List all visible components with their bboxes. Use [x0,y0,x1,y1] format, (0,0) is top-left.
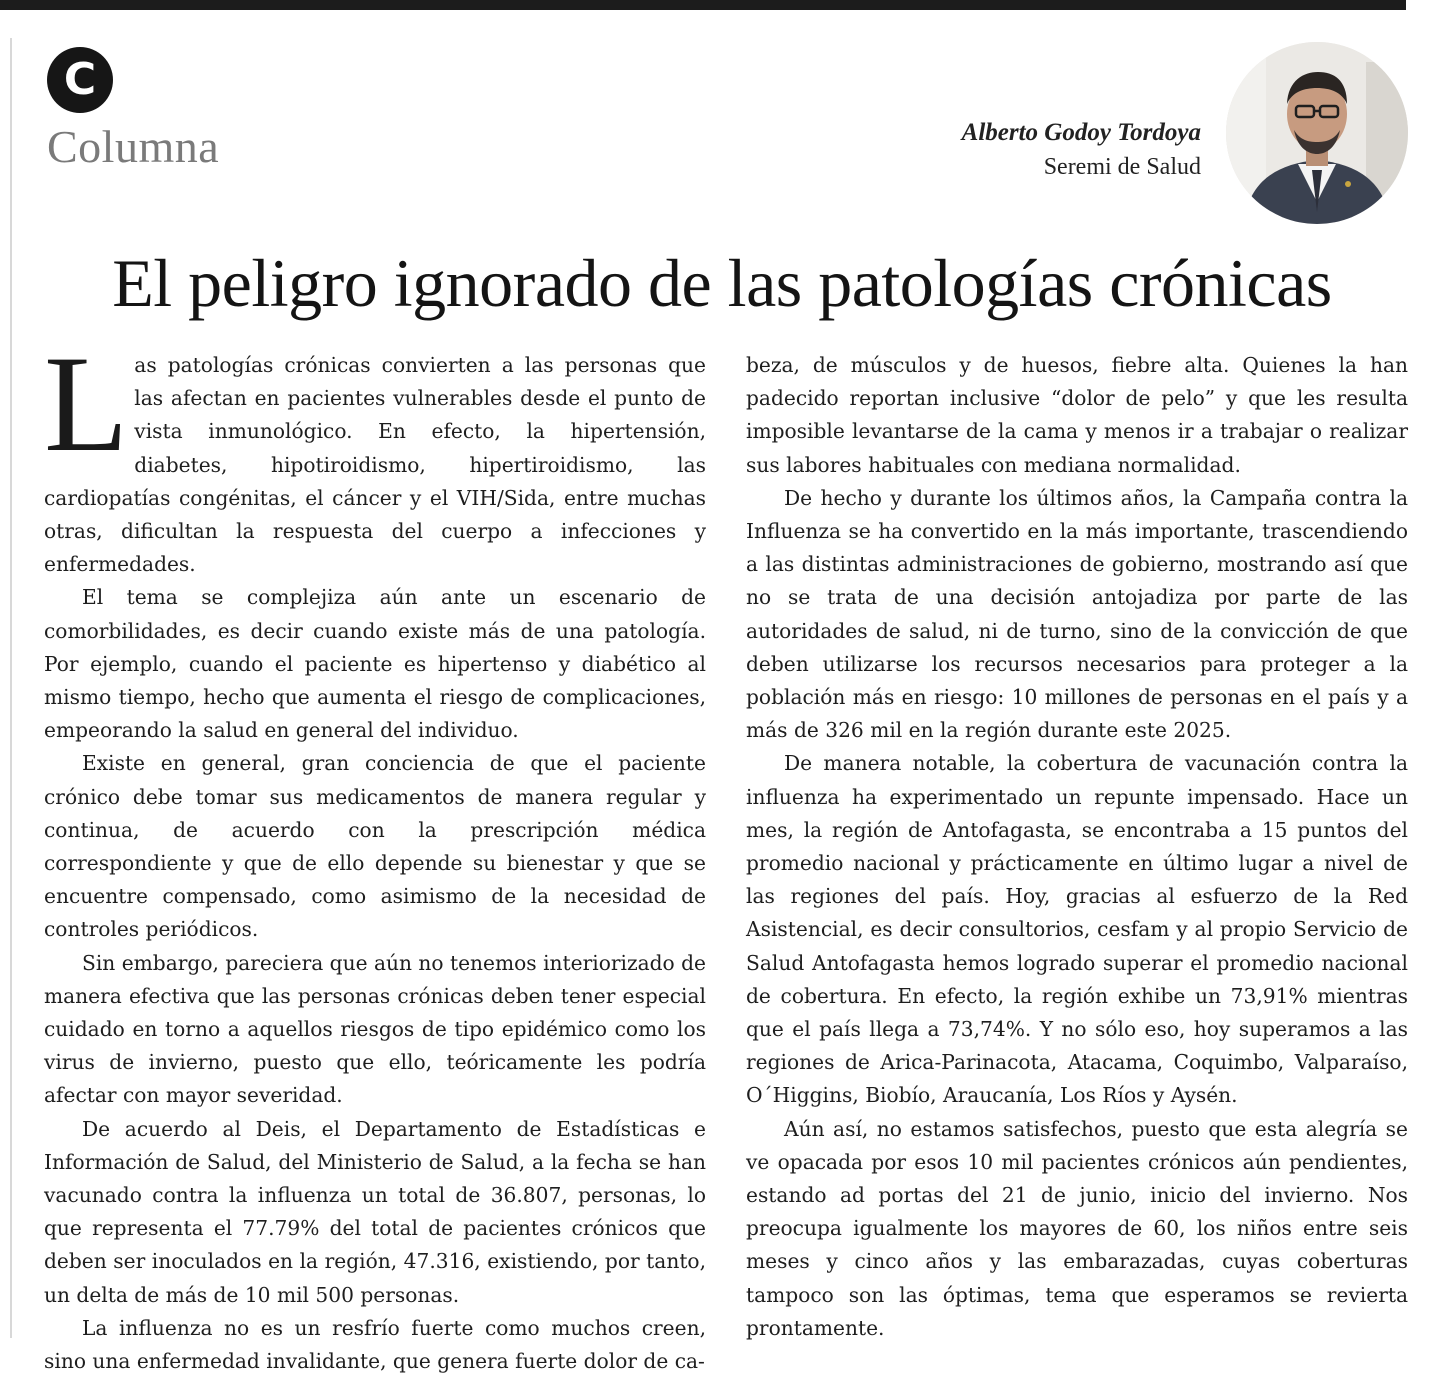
paragraph-text: as patologías crónicas convierten a las personas que las afectan en pacientes vulnerables desde el punto de vista inmunológico. En efecto, la hipertensión, diabetes, hipotiroidismo, hipertiroidismo, las cardiopatías congénitas, el cáncer y el VIH/Sida, entre muchas otras, dificultan la respuesta del cuerpo a infecciones y enfermedades. [44,353,706,577]
author-name: Alberto Godoy Tordoya [961,119,1201,146]
article-column-left [44,327,706,1378]
paragraph: Aún así, no estamos satisfechos, puesto que esta alegría se ve opacada por esos 10 mil pacientes crónicos aún pendientes, estando ad portas del 21 de junio, inicio del invierno. Nos preocupa igualmente los mayores de 60, los niños entre seis meses y cinco años y las embarazadas, cuyas coberturas tampoco son las óptimas, tema que esperamos se revierta prontamente. [746,1116,1408,1340]
section-badge: C [47,47,113,113]
section-label: Columna [47,121,220,172]
paragraph: Existe en general, gran conciencia de que el paciente crónico debe tomar sus medicamentos de manera regular y continua, de acuerdo con la prescripción médica correspondiente y que de ello depende su bienestar y que se encuentre compensado, como asimismo de la necesidad de controles periódicos. [44,751,706,942]
paragraph: De hecho y durante los últimos años, la Campaña contra la Influenza se ha convertido en la más importante, trascendiendo a las distintas administraciones de gobierno, mostrando así que no se trata de una decisión antojadiza por parte de las autoridades de salud, ni de turno, sino de la convicción de que deben utilizarse los recursos necesarios para proteger a la población más en riesgo: 10 millones de personas en el país y a más de 326 mil en la región durante este 2025. [746,485,1408,743]
paragraph: El tema se complejiza aún ante un escenario de comorbilidades, es decir cuando existe más de una patología. Por ejemplo, cuando el paciente es hipertenso y diabético al mismo tiempo, hecho que aumenta el riesgo de complicaciones, empeorando la salud en general del individuo. [44,585,706,743]
avatar [1226,42,1408,224]
headline: El peligro ignorado de las patologías crónicas [112,245,1332,321]
article-column-right [746,349,1408,1345]
author-byline [962,116,1201,184]
author-role: Seremi de Salud [1043,154,1201,180]
top-rule [0,0,1406,10]
paragraph: De manera notable, la cobertura de vacunación contra la influenza ha experimentado un repunte impensado. Hace un mes, la región de Antofagasta, se encontraba a 15 puntos del promedio nacional y prácticamente en último lugar a nivel de las regiones del país. Hoy, gracias al esfuerzo de la Red Asistencial, es decir consultorios, cesfam y al propio Servicio de Salud Antofagasta hemos logrado superar el promedio nacional de cobertura. En efecto, la región exhibe un 73,91% mientras que el país llega a 73,74%. Y no sólo eso, hoy superamos a las regiones de Arica-Parinacota, Atacama, Coquimbo, Valparaíso, O´Higgins, Biobío, Araucanía, Los Ríos y Aysén. [746,751,1408,1108]
drop-cap: L [44,327,129,480]
paragraph: La influenza no es un resfrío fuerte como muchos creen, sino una enfermedad invalidante, que genera fuerte dolor de ca- [44,1315,706,1374]
paragraph [44,327,706,581]
paragraph: Sin embargo, pareciera que aún no tenemos interiorizado de manera efectiva que las personas crónicas deben tener especial cuidado en torno a aquellos riesgos de tipo epidémico como los virus de invierno, puesto que ello, teóricamente les podría afectar con mayor severidad. [44,950,706,1108]
paragraph: beza, de músculos y de huesos, fiebre alta. Quienes la han padecido reportan inclusive “dolor de pelo” y que les resulta imposible levantarse de la cama y menos ir a trabajar o realizar sus labores habituales con mediana normalidad. [746,353,1408,477]
left-margin-rule [10,38,12,1338]
author-portrait-icon [1226,42,1408,224]
paragraph: De acuerdo al Deis, el Departamento de Estadísticas e Información de Salud, del Ministerio de Salud, a la fecha se han vacunado contra la influenza un total de 36.807, personas, lo que representa el 77.79% del total de pacientes crónicos que deben ser inoculados en la región, 47.316, existiendo, por tanto, un delta de más de 10 mil 500 personas. [44,1116,706,1307]
